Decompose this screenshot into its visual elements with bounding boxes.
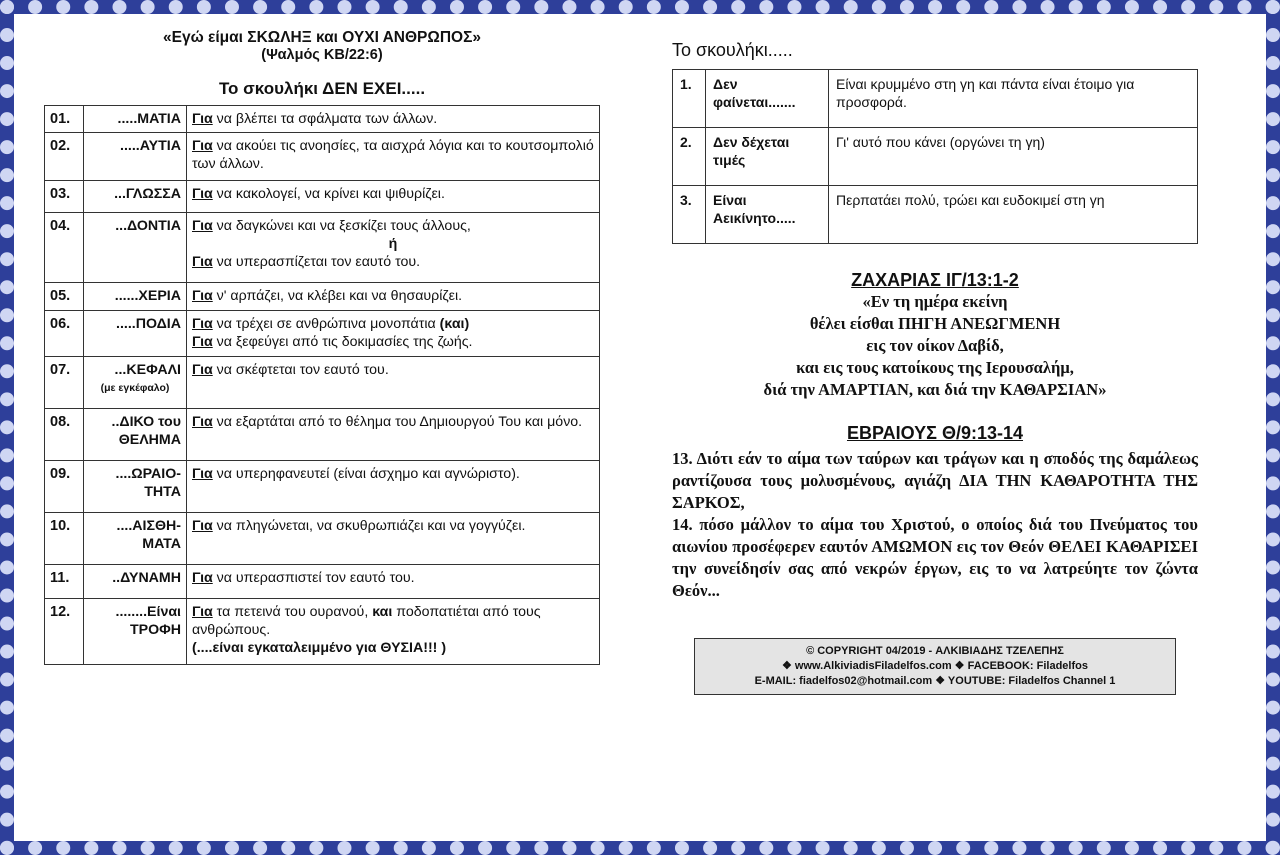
row-number: 1. [673, 70, 706, 128]
psalm-quote: «Εγώ είμαι ΣΚΩΛΗΞ και ΟΥΧΙ ΑΝΘΡΩΠΟΣ» [163, 29, 481, 46]
description-text: να υπερηφανευτεί (είναι άσχημο και αγνώριστο). [212, 466, 520, 482]
gia-label: Για [192, 186, 213, 202]
zacharias-title: ΖΑΧΑΡΙΑΣ ΙΓ/13:1-2 [851, 270, 1019, 290]
copyright-box [694, 638, 1176, 695]
row-number: 07. [45, 357, 84, 409]
table-row [45, 311, 600, 357]
description-text: να σκέφτεται τον εαυτό του. [212, 362, 389, 378]
gia-label: Για [192, 111, 213, 127]
description-text: να κακολογεί, να κρίνει και ψιθυρίζει. [212, 186, 445, 202]
gia-label: Για [192, 604, 213, 620]
row-word: Είναι Αεικίνητο..... [706, 186, 829, 244]
right-column [672, 40, 1198, 695]
gia-label: Για [192, 518, 213, 534]
gia-label: Για [192, 254, 213, 270]
gia-label: Για [192, 288, 213, 304]
table-row [45, 409, 600, 461]
row-number: 2. [673, 128, 706, 186]
gia-label: Για [192, 316, 213, 332]
table-row [45, 357, 600, 409]
table-row [45, 106, 600, 133]
copyright-line: © COPYRIGHT 04/2019 - ΑΛΚΙΒΙΑΔΗΣ ΤΖΕΛΕΠΗΣ [806, 645, 1064, 657]
row-word: ....ΩΡΑΙΟ-ΤΗΤΑ [84, 461, 187, 513]
and-label: (και) [439, 316, 470, 332]
psalm-reference: (Ψαλμός ΚΒ/22:6) [261, 47, 383, 63]
row-word-note: (με εγκέφαλο) [100, 382, 170, 394]
row-description [187, 513, 600, 565]
row-number: 01. [45, 106, 84, 133]
table-row [45, 461, 600, 513]
row-description [187, 213, 600, 283]
and-label: και [372, 604, 393, 620]
row-description: Γι' αυτό που κάνει (οργώνει τη γη) [829, 128, 1198, 186]
row-word: ...ΚΕΦΑΛΙ (με εγκέφαλο) [84, 357, 187, 409]
row-number: 11. [45, 565, 84, 599]
table-row [673, 186, 1198, 244]
row-number: 10. [45, 513, 84, 565]
table-row [45, 283, 600, 311]
row-word: .....ΑΥΤΙΑ [84, 133, 187, 181]
row-word: ........Είναι ΤΡΟΦΗ [84, 599, 187, 665]
description-text-2: να ξεφεύγει από τις δοκιμασίες της ζωής. [212, 334, 473, 350]
row-description [187, 565, 600, 599]
description-text: να τρέχει σε ανθρώπινα μονοπάτια [212, 316, 440, 332]
table-row [673, 128, 1198, 186]
copyright-line: E-MAIL: fiadelfos02@hotmail.com ❖ YOUTUBE: Filadelfos Channel 1 [754, 675, 1116, 687]
gia-label: Για [192, 138, 213, 154]
row-word: .....ΠΟΔΙΑ [84, 311, 187, 357]
table-row [45, 133, 600, 181]
table-row [45, 513, 600, 565]
worm-lacks-heading: Το σκουλήκι ΔΕΝ ΕΧΕΙ..... [218, 79, 426, 98]
row-number: 06. [45, 311, 84, 357]
row-number: 04. [45, 213, 84, 283]
row-number: 08. [45, 409, 84, 461]
row-description [187, 311, 600, 357]
description-text-2: να υπερασπίζεται τον εαυτό του. [212, 254, 421, 270]
table-row [45, 565, 600, 599]
row-description [187, 461, 600, 513]
worm-traits-table [672, 69, 1198, 244]
gia-label: Για [192, 334, 213, 350]
row-number: 12. [45, 599, 84, 665]
zacharias-line: θέλει είσθαι ΠΗΓΗ ΑΝΕΩΓΜΕΝΗ [809, 314, 1061, 333]
row-word: Δεν δέχεται τιμές [706, 128, 829, 186]
gia-label: Για [192, 362, 213, 378]
row-description [187, 283, 600, 311]
description-text: ν' αρπάζει, να κλέβει και να θησαυρίζει. [212, 288, 463, 304]
gia-label: Για [192, 570, 213, 586]
worm-lacks-table [44, 105, 600, 665]
row-word: Δεν φαίνεται....... [706, 70, 829, 128]
zacharias-text [672, 291, 1198, 401]
row-word: ...ΔΟΝΤΙΑ [84, 213, 187, 283]
description-text: να πληγώνεται, να σκυθρωπιάζει και να γογγύζει. [212, 518, 526, 534]
hebrews-verse-14: 14. πόσο μάλλον το αίμα του Χριστού, ο οποίος διά του Πνεύματος του αιωνίου προσέφερεν εαυτόν ΑΜΩΜΟΝ εις τον Θεόν ΘΕΛΕΙ ΚΑΘΑΡΙΣΕΙ την συνείδησίν σας από νεκρών έργων, εις το να λατρεύητε τον ζώντα Θεόν... [672, 515, 1198, 600]
table-row [45, 181, 600, 213]
zacharias-line: και εις τους κατοίκους της Ιερουσαλήμ, [796, 358, 1074, 377]
description-text: να εξαρτάται από το θέλημα του Δημιουργού Του και μόνο. [212, 414, 583, 430]
table-row [45, 213, 600, 283]
row-number: 05. [45, 283, 84, 311]
row-word: ....ΑΙΣΘΗ-ΜΑΤΑ [84, 513, 187, 565]
row-description [187, 133, 600, 181]
description-text: να βλέπει τα σφάλματα των άλλων. [212, 111, 438, 127]
row-description: Περπατάει πολύ, τρώει και ευδοκιμεί στη γη [829, 186, 1198, 244]
hebrews-title: ΕΒΡΑΙΟΥΣ Θ/9:13-14 [846, 423, 1024, 443]
description-text: να ακούει τις ανοησίες, τα αισχρά λόγια και το κουτσομπολιό των άλλων. [192, 138, 594, 172]
copyright-line: ❖ www.AlkiviadisFiladelfos.com ❖ FACEBOOK: Filadelfos [782, 660, 1088, 672]
row-word: ......ΧΕΡΙΑ [84, 283, 187, 311]
row-description [187, 181, 600, 213]
gia-label: Για [192, 466, 213, 482]
row-word: ..ΔΥΝΑΜΗ [84, 565, 187, 599]
row-number: 09. [45, 461, 84, 513]
row-description [187, 106, 600, 133]
or-label: ή [388, 236, 398, 252]
table-row [45, 599, 600, 665]
row-number: 3. [673, 186, 706, 244]
zacharias-line: διά την ΑΜΑΡΤΙΑΝ, και διά την ΚΑΘΑΡΣΙΑΝ» [763, 380, 1107, 399]
emphasis-text: (....είναι εγκαταλειμμένο για ΘΥΣΙΑ!!! ) [192, 640, 447, 656]
description-text: να υπερασπιστεί τον εαυτό του. [212, 570, 415, 586]
row-description [187, 357, 600, 409]
row-description [187, 599, 600, 665]
zacharias-line: εις τον οίκον Δαβίδ, [866, 336, 1004, 355]
description-text: να δαγκώνει και να ξεσκίζει τους άλλους, [212, 218, 471, 234]
row-description: Είναι κρυμμένο στη γη και πάντα είναι έτοιμο για προσφορά. [829, 70, 1198, 128]
row-description [187, 409, 600, 461]
description-text: τα πετεινά του ουρανού, [212, 604, 373, 620]
hebrews-verse-13: 13. Διότι εάν το αίμα των ταύρων και τράγων και η σποδός της δαμάλεως ραντίζουσα τους μολυσμένους, αγιάζη ΔΙΑ ΤΗΝ ΚΑΘΑΡΟΤΗΤΑ ΤΗΣ ΣΑΡΚΟΣ, [672, 449, 1198, 512]
zacharias-line: «Εν τη ημέρα εκείνη [862, 292, 1008, 311]
row-number: 02. [45, 133, 84, 181]
description-text-2: ποδοπατιέται από τους ανθρώπους. [192, 604, 541, 638]
gia-label: Για [192, 218, 213, 234]
worm-heading: Το σκουλήκι..... [672, 40, 793, 60]
row-word: ...ΓΛΩΣΣΑ [84, 181, 187, 213]
gia-label: Για [192, 414, 213, 430]
table-row [673, 70, 1198, 128]
row-word: ..ΔΙΚΟ του ΘΕΛΗΜΑ [84, 409, 187, 461]
row-number: 03. [45, 181, 84, 213]
row-word: .....ΜΑΤΙΑ [84, 106, 187, 133]
left-column [44, 28, 600, 665]
